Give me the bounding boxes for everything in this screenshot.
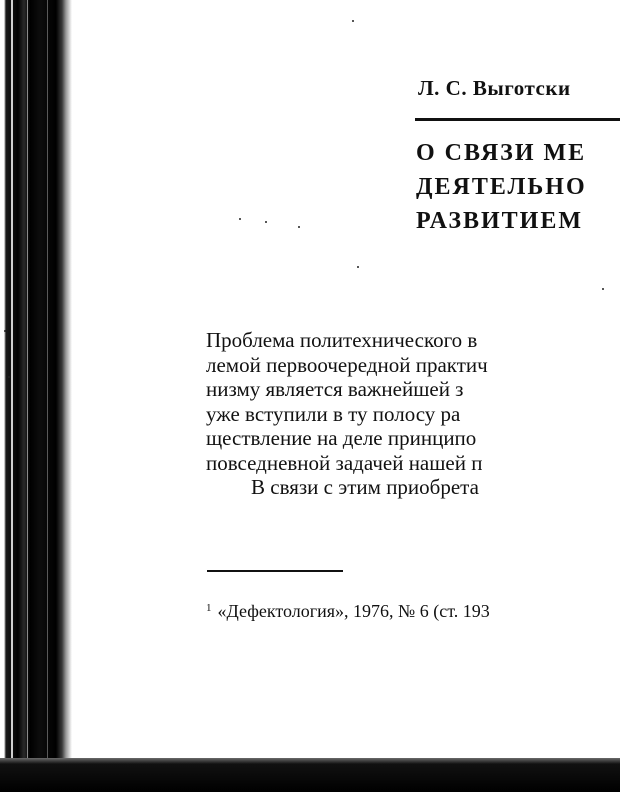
scan-speck xyxy=(265,221,267,223)
title-line: РАЗВИТИЕМ xyxy=(416,208,584,234)
footnote-rule xyxy=(207,570,343,572)
body-line: лемой первоочередной практич xyxy=(206,352,488,377)
footnote-marker: 1 xyxy=(206,602,212,614)
body-line: низму является важнейшей з xyxy=(206,377,464,401)
body-line: повседневной задачей нашей п xyxy=(206,450,483,475)
title-rule xyxy=(415,118,620,121)
scan-bottom-shadow xyxy=(0,758,620,792)
body-line: уже вступили в ту полосу ра xyxy=(206,401,461,426)
scan-speck xyxy=(602,288,604,290)
body-line: В связи с этим приобрета xyxy=(251,475,479,499)
scan-speck xyxy=(352,20,354,22)
scan-speck xyxy=(8,376,10,378)
title-line: ДЕЯТЕЛЬНО xyxy=(416,174,587,200)
scan-speck xyxy=(239,218,241,220)
binding-streak xyxy=(11,0,13,792)
binding-streak xyxy=(27,0,28,792)
footnote-text: «Дефектология», 1976, № 6 (ст. 193 xyxy=(217,601,490,621)
body-line: ществление на деле принципо xyxy=(206,426,477,450)
body-paragraph xyxy=(206,328,488,500)
scan-speck xyxy=(4,330,6,332)
binding-streak xyxy=(47,0,48,792)
footnote xyxy=(206,601,490,622)
scan-speck xyxy=(357,266,359,268)
author-name: Л. С. Выготски xyxy=(418,76,571,100)
body-line: Проблема политехнического в xyxy=(206,328,478,352)
article-title xyxy=(416,136,587,238)
title-line: О СВЯЗИ МЕ xyxy=(416,140,587,166)
scan-speck xyxy=(298,226,300,228)
